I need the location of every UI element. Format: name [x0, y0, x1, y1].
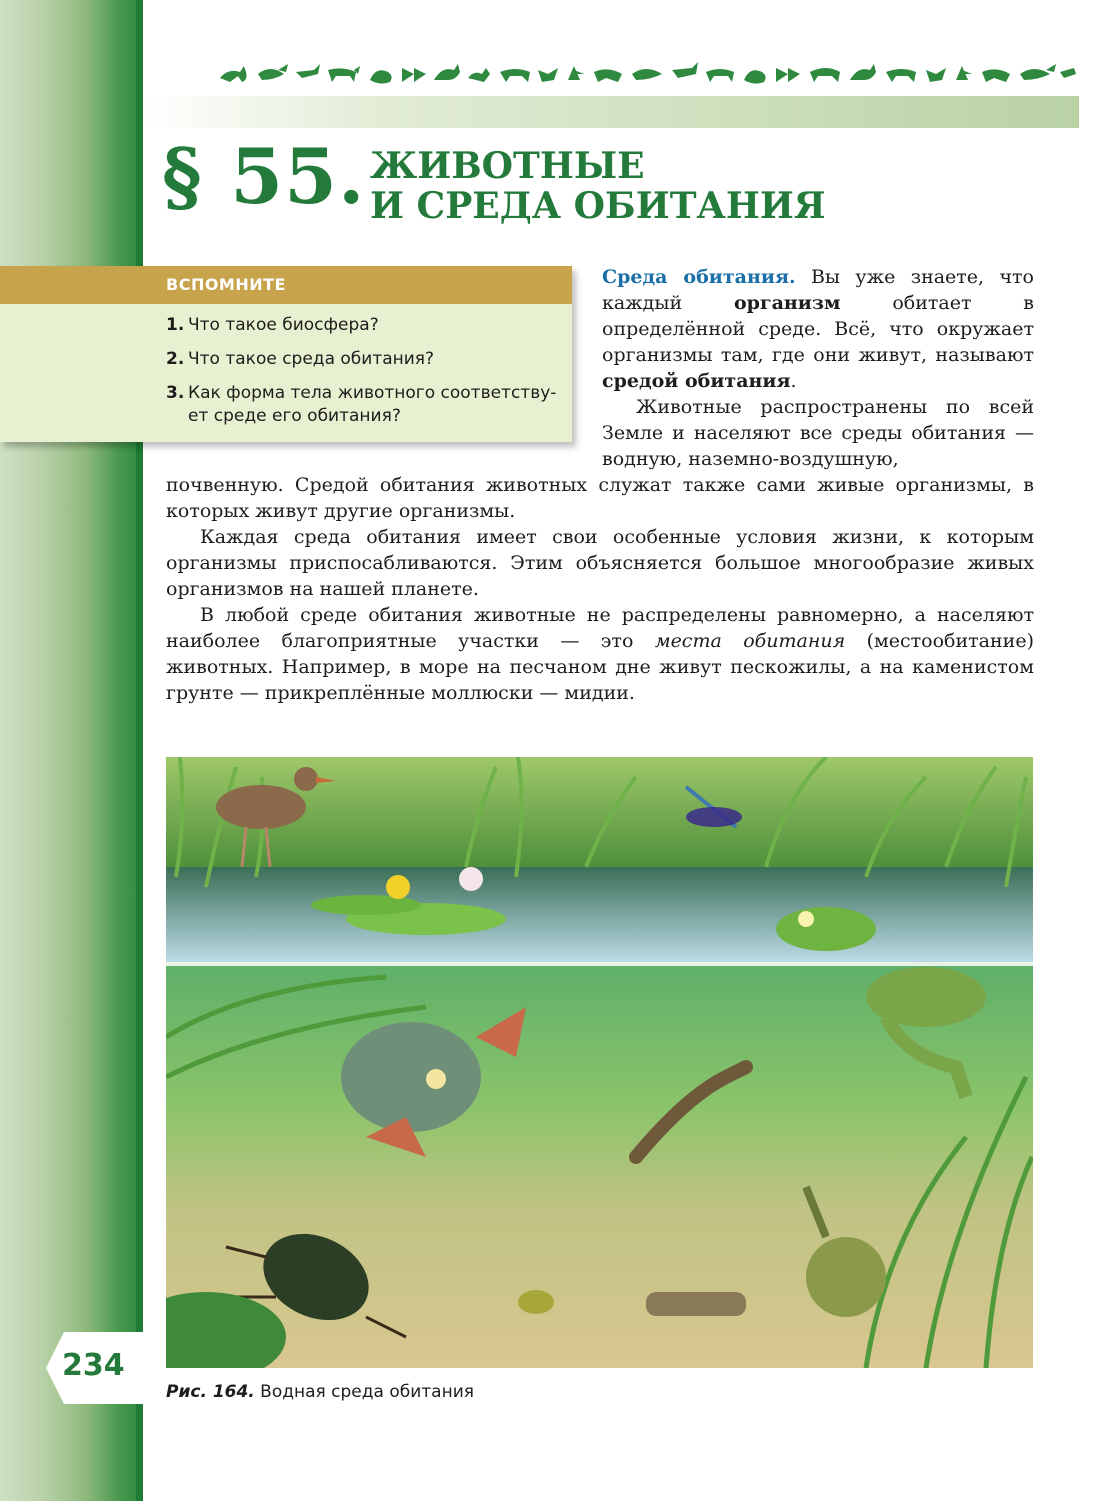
recall-item: [166, 348, 572, 371]
recall-heading: ВСПОМНИТЕ: [0, 266, 572, 304]
header-bar: [143, 96, 1079, 128]
paragraph-4-text-a: В любой среде обитания животные не распределены равномерно, а населяют наиболее благоприятные участки — это: [166, 604, 1034, 652]
animal-silhouettes-decoration: [218, 60, 1078, 88]
term-organism: организм: [733, 292, 841, 314]
recall-item-text: Что такое среда обитания?: [188, 349, 435, 369]
recall-item-number: 1.: [166, 315, 185, 335]
term-places-of-habitat: места обитания: [654, 630, 846, 652]
section-title-line1: ЖИВОТНЫЕ: [370, 145, 645, 187]
recall-list: [0, 304, 572, 428]
paragraph-2-rest: почвенную. Средой обитания животных служат также сами живые организмы, в которых живут другие организмы.: [166, 474, 1034, 522]
aquatic-habitat-illustration: [166, 757, 1033, 1368]
side-band: [0, 0, 143, 1501]
paragraph-1: [602, 264, 1034, 394]
section-number: § 55.: [162, 132, 366, 221]
term-habitat-definition: средой обитания: [602, 370, 791, 392]
recall-box: [0, 266, 572, 442]
paragraph-1-text-c: .: [790, 370, 797, 392]
paragraph-1-text-a: Вы уже знаете, что каждый: [602, 266, 1034, 314]
page-number: 234: [62, 1348, 125, 1383]
section-title-line2: И СРЕДА ОБИТАНИЯ: [370, 185, 826, 227]
figure-label: Рис. 164.: [166, 1382, 255, 1402]
recall-item: [166, 382, 558, 428]
recall-item: [166, 314, 572, 337]
animal-silhouettes-icon: [218, 60, 1078, 88]
figure-aquatic-habitat: [166, 757, 1033, 1368]
recall-item-number: 2.: [166, 349, 185, 369]
side-strip: [136, 0, 143, 1501]
recall-item-text: Как форма тела животного соответству-ет среде его обитания?: [188, 383, 557, 426]
body-text-full: [166, 472, 1034, 706]
paragraph-1-text-b: обитает в определённой среде. Всё, что окружает организмы там, где они живут, называют: [602, 292, 1034, 366]
recall-item-text: Что такое биосфера?: [188, 315, 379, 335]
recall-body: [0, 304, 572, 442]
paragraph-2-top: Животные распространены по всей Земле и населяют все среды обитания — водную, наземно-воздушную,: [602, 396, 1034, 470]
recall-item-number: 3.: [166, 383, 185, 403]
body-text-column: [602, 264, 1034, 472]
figure-caption-text: Водная среда обитания: [254, 1382, 474, 1402]
paragraph-3: Каждая среда обитания имеет свои особенные условия жизни, к которым организмы приспосабливаются. Этим объясняется большое многообразие живых организмов на нашей планете.: [166, 526, 1034, 600]
paragraph-4: [166, 602, 1034, 706]
section-title: [370, 146, 826, 226]
figure-caption: [166, 1382, 474, 1402]
term-habitat: Среда обитания.: [602, 266, 796, 288]
paragraph-4-text-b: (местообитание) животных. Например, в море на песчаном дне живут пескожилы, а на каменистом грунте — прикреплённые моллюски — мидии.: [166, 630, 1034, 704]
